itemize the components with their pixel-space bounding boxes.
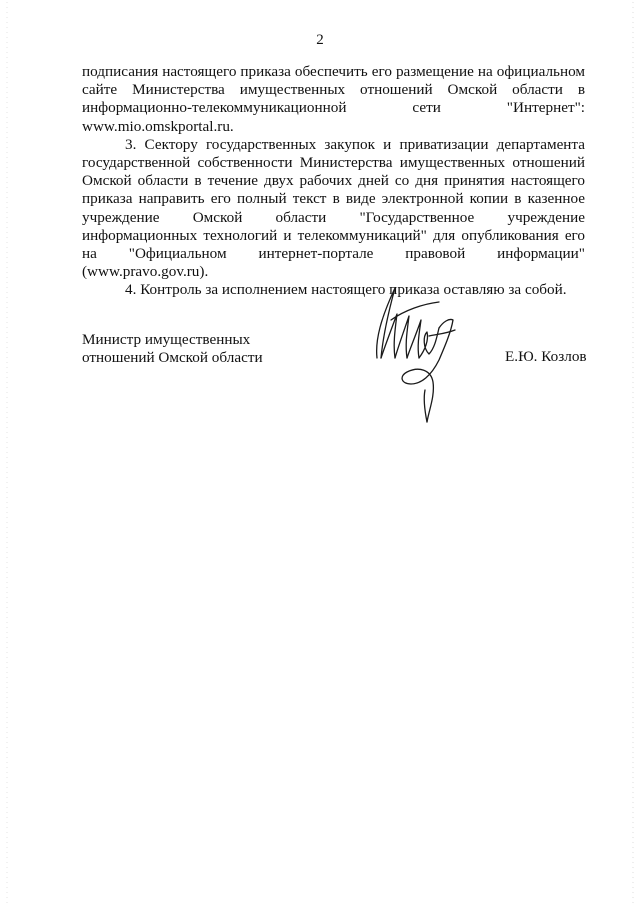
signatory-title-line-2: отношений Омской области [82,349,263,367]
paragraph-item-4: 4. Контроль за исполнением настоящего приказа оставляю за собой. [125,281,567,299]
scan-margin-right [632,0,634,905]
paragraph-item-3: 3. Сектору государственных закупок и приватизации департамента государственной собственности Министерства имущественных отношений Омской области в течение двух рабочих дней со дня принятия настоящего приказа направить его полный текст в виде электронной копии в казенное учреждение Омской области "Государственное учреждение информационных технологий и телекоммуникаций" для опубликования его на "Официальном интернет-портале правовой информации" (www.pravo.gov.ru). [82,135,585,281]
signature-icon [365,280,460,440]
page-number: 2 [316,32,324,48]
signatory-title-line-1: Министр имущественных [82,331,251,348]
scan-margin-left [6,0,8,905]
document-body [82,63,585,300]
signatory-title [82,331,263,367]
signer-name: Е.Ю. Козлов [505,348,587,365]
paragraph-continuation: подписания настоящего приказа обеспечить его размещение на официальном сайте Министерства имущественных отношений Омской области в информационно-телекоммуникационной сети "Интернет": www.mio.omskportal.ru. [82,63,585,135]
